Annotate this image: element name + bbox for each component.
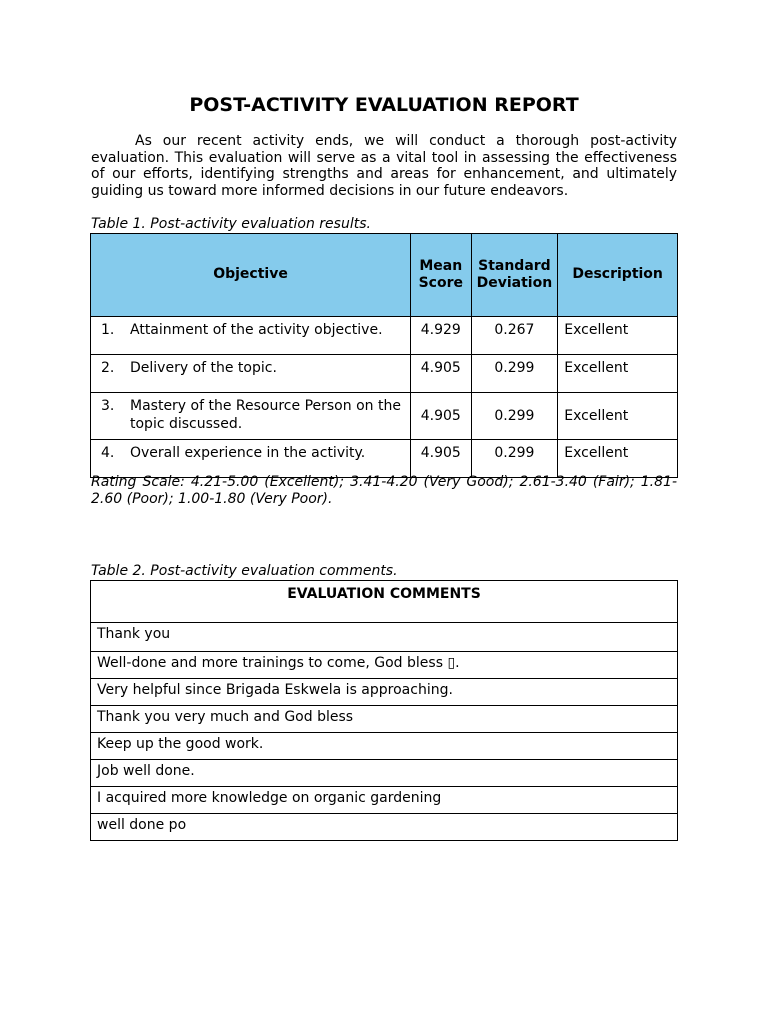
comment-cell: well done po: [91, 814, 678, 841]
mean-score-cell: 4.905: [411, 355, 471, 393]
table-row: [91, 652, 678, 679]
row-number: 4.: [101, 445, 115, 461]
header-evaluation-comments: EVALUATION COMMENTS: [91, 581, 678, 623]
evaluation-results-table: [90, 233, 678, 478]
standard-deviation-cell: 0.299: [471, 355, 558, 393]
row-number: 1.: [101, 322, 115, 338]
table-row: [91, 787, 678, 814]
comment-cell: Job well done.: [91, 760, 678, 787]
comment-cell: Thank you very much and God bless: [91, 706, 678, 733]
table-row: [91, 679, 678, 706]
table1-caption: Table 1. Post-activity evaluation results.: [91, 216, 371, 232]
table-row: [91, 317, 678, 355]
table-row: [91, 440, 678, 478]
header-description: Description: [558, 234, 678, 317]
objective-cell: [91, 393, 411, 440]
objective-cell: [91, 317, 411, 355]
description-cell: Excellent: [558, 355, 678, 393]
table-row: [91, 623, 678, 652]
table-row: [91, 733, 678, 760]
page-title: POST-ACTIVITY EVALUATION REPORT: [189, 94, 579, 116]
mean-score-cell: 4.905: [411, 440, 471, 478]
comment-cell: I acquired more knowledge on organic gardening: [91, 787, 678, 814]
intro-paragraph: As our recent activity ends, we will conduct a thorough post-activity evaluation. This evaluation will serve as a vital tool in assessing the effectiveness of our efforts, identifying strengths and areas for enhancement, and ultimately guiding us toward more informed decisions in our future endeavors.: [91, 133, 677, 199]
header-objective: Objective: [91, 234, 411, 317]
comments-header-row: [91, 581, 678, 623]
comment-cell: Keep up the good work.: [91, 733, 678, 760]
description-cell: Excellent: [558, 440, 678, 478]
standard-deviation-cell: 0.299: [471, 440, 558, 478]
objective-text: Mastery of the Resource Person on the topic discussed.: [130, 398, 401, 432]
table-row: [91, 760, 678, 787]
mean-score-cell: 4.905: [411, 393, 471, 440]
objective-text: Attainment of the activity objective.: [130, 322, 383, 338]
comment-cell: Well-done and more trainings to come, God bless ▯.: [91, 652, 678, 679]
row-number: 3.: [101, 398, 115, 414]
results-header-row: [91, 234, 678, 317]
table-row: [91, 814, 678, 841]
table-row: [91, 393, 678, 440]
header-standard-deviation: Standard Deviation: [471, 234, 558, 317]
standard-deviation-cell: 0.267: [471, 317, 558, 355]
header-mean-score: Mean Score: [411, 234, 471, 317]
description-cell: Excellent: [558, 317, 678, 355]
comment-cell: Thank you: [91, 623, 678, 652]
standard-deviation-cell: 0.299: [471, 393, 558, 440]
objective-cell: [91, 440, 411, 478]
evaluation-comments-table: [90, 580, 678, 841]
comment-cell: Very helpful since Brigada Eskwela is approaching.: [91, 679, 678, 706]
table2-caption: Table 2. Post-activity evaluation comments.: [91, 563, 398, 579]
objective-text: Overall experience in the activity.: [130, 445, 366, 461]
row-number: 2.: [101, 360, 115, 376]
table-row: [91, 706, 678, 733]
rating-scale: Rating Scale: 4.21-5.00 (Excellent); 3.41-4.20 (Very Good); 2.61-3.40 (Fair); 1.81-2.60 (Poor); 1.00-1.80 (Very Poor).: [91, 474, 677, 507]
mean-score-cell: 4.929: [411, 317, 471, 355]
description-cell: Excellent: [558, 393, 678, 440]
objective-cell: [91, 355, 411, 393]
table-row: [91, 355, 678, 393]
objective-text: Delivery of the topic.: [130, 360, 277, 376]
